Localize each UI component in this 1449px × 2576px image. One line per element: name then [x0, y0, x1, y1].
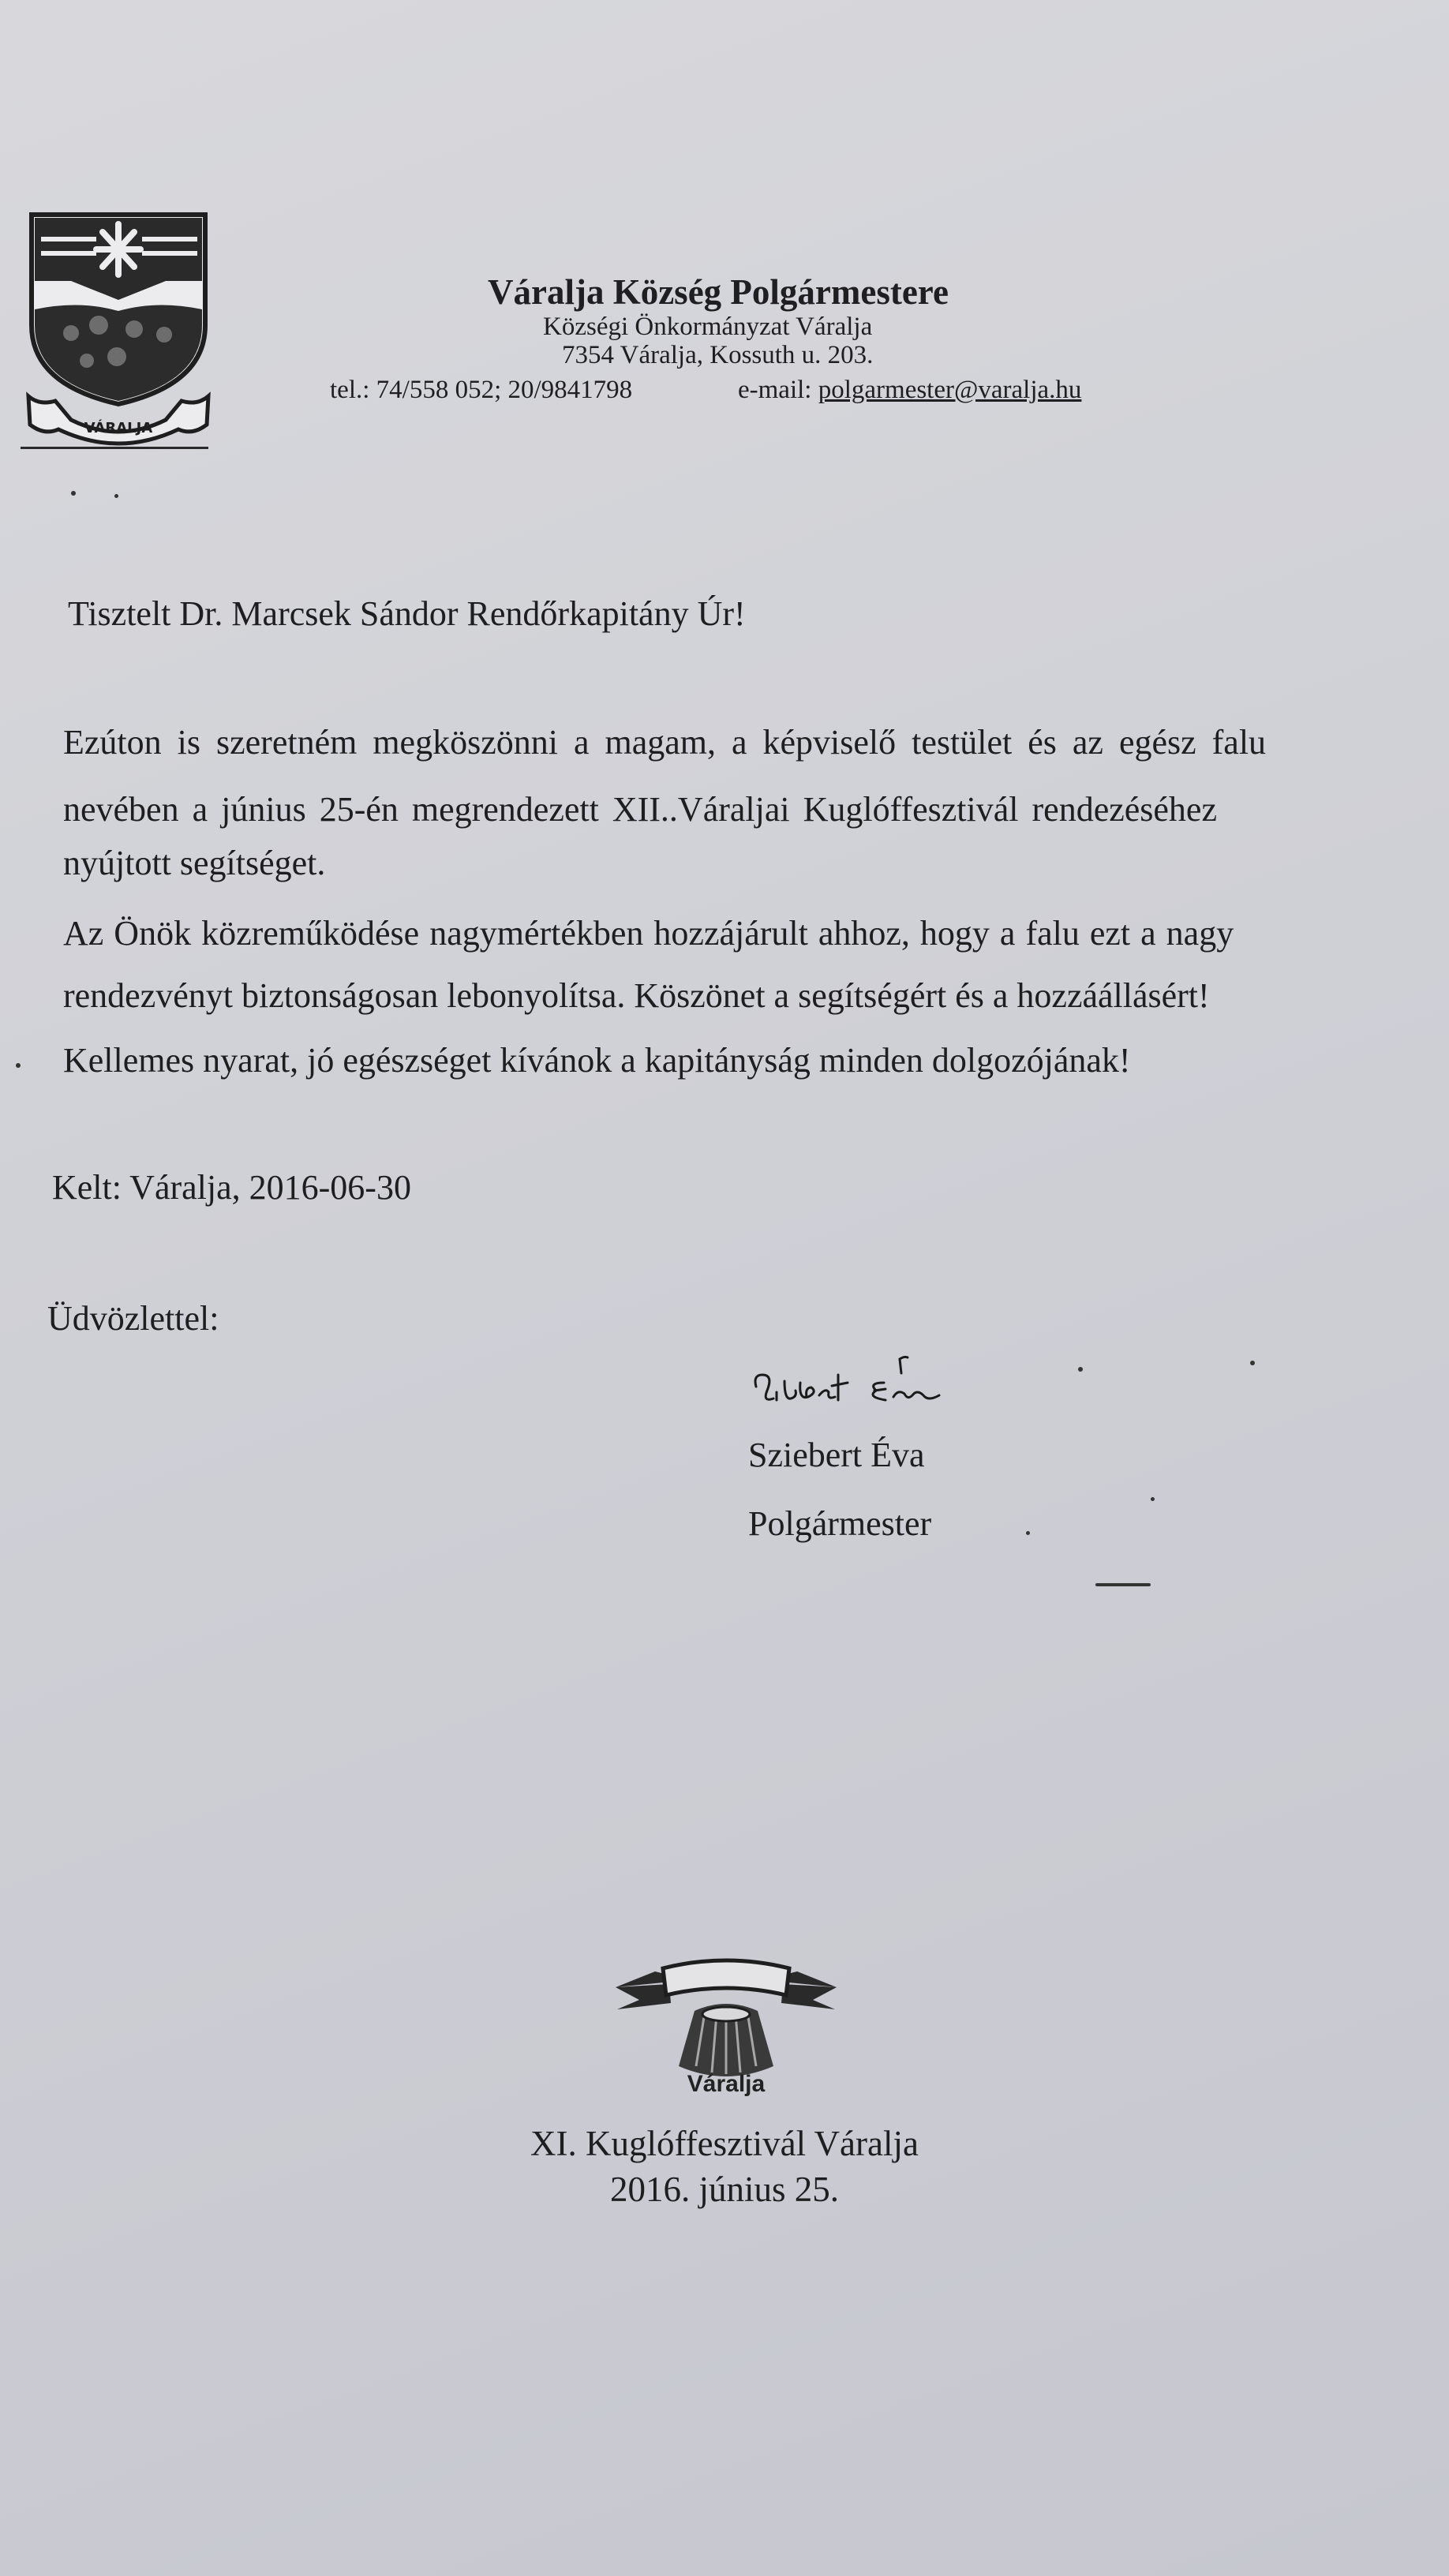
email-label: e-mail: [738, 376, 812, 404]
body-line: nyújtott segítséget. [63, 844, 326, 882]
footer-festival-date: 2016. június 25. [609, 2170, 840, 2209]
scan-speck [114, 494, 118, 498]
letterhead-organization: Községi Önkormányzat Váralja [543, 313, 873, 341]
letterhead-title: Váralja Község Polgármestere [488, 272, 949, 312]
email-address-link[interactable]: polgarmester@varalja.hu [818, 376, 1082, 404]
scan-speck [1250, 1361, 1255, 1365]
body-line: Ezúton is szeretném megköszönni a magam, a képviselő testület és az egész falu [63, 723, 1267, 762]
body-line: rendezvényt biztonságosan lebonyolítsa. Köszönet a segítségért és a hozzáállásért! [63, 976, 1210, 1015]
date-line: Kelt: Váralja, 2016-06-30 [52, 1168, 411, 1207]
scan-speck [1078, 1367, 1083, 1372]
body-line: nevében a június 25-én megrendezett XII..Váraljai Kuglóffesztivál rendezéséhez [63, 790, 1217, 829]
letterhead-address: 7354 Váralja, Kossuth u. 203. [562, 341, 874, 369]
svg-text:VÁRALJA: VÁRALJA [84, 420, 153, 436]
salutation: Tisztelt Dr. Marcsek Sándor Rendőrkapitány Úr! [68, 594, 746, 633]
body-line: Az Önök közreműködése nagymértékben hozzájárult ahhoz, hogy a falu ezt a nagy [63, 914, 1234, 953]
scan-speck [16, 1063, 21, 1068]
letterhead-phone: tel.: 74/558 052; 20/9841798 [330, 376, 633, 404]
coat-of-arms-logo [24, 207, 213, 451]
body-line: Kellemes nyarat, jó egészséget kívánok a kapitányság minden dolgozójának! [63, 1041, 1131, 1080]
scan-speck [1151, 1497, 1155, 1501]
signer-title: Polgármester [748, 1504, 932, 1543]
signer-name: Sziebert Éva [748, 1436, 925, 1474]
closing: Üdvözlettel: [47, 1299, 219, 1338]
scan-speck [1026, 1531, 1030, 1535]
letterhead-email [738, 376, 1081, 405]
festival-logo-label: Váralja [687, 2071, 766, 2097]
footer-festival-name: XI. Kuglóffesztivál Váralja [530, 2124, 919, 2163]
crest-underline [21, 447, 208, 449]
handwritten-signature [750, 1351, 979, 1446]
scan-speck [71, 491, 76, 496]
scan-mark [1095, 1583, 1151, 1586]
